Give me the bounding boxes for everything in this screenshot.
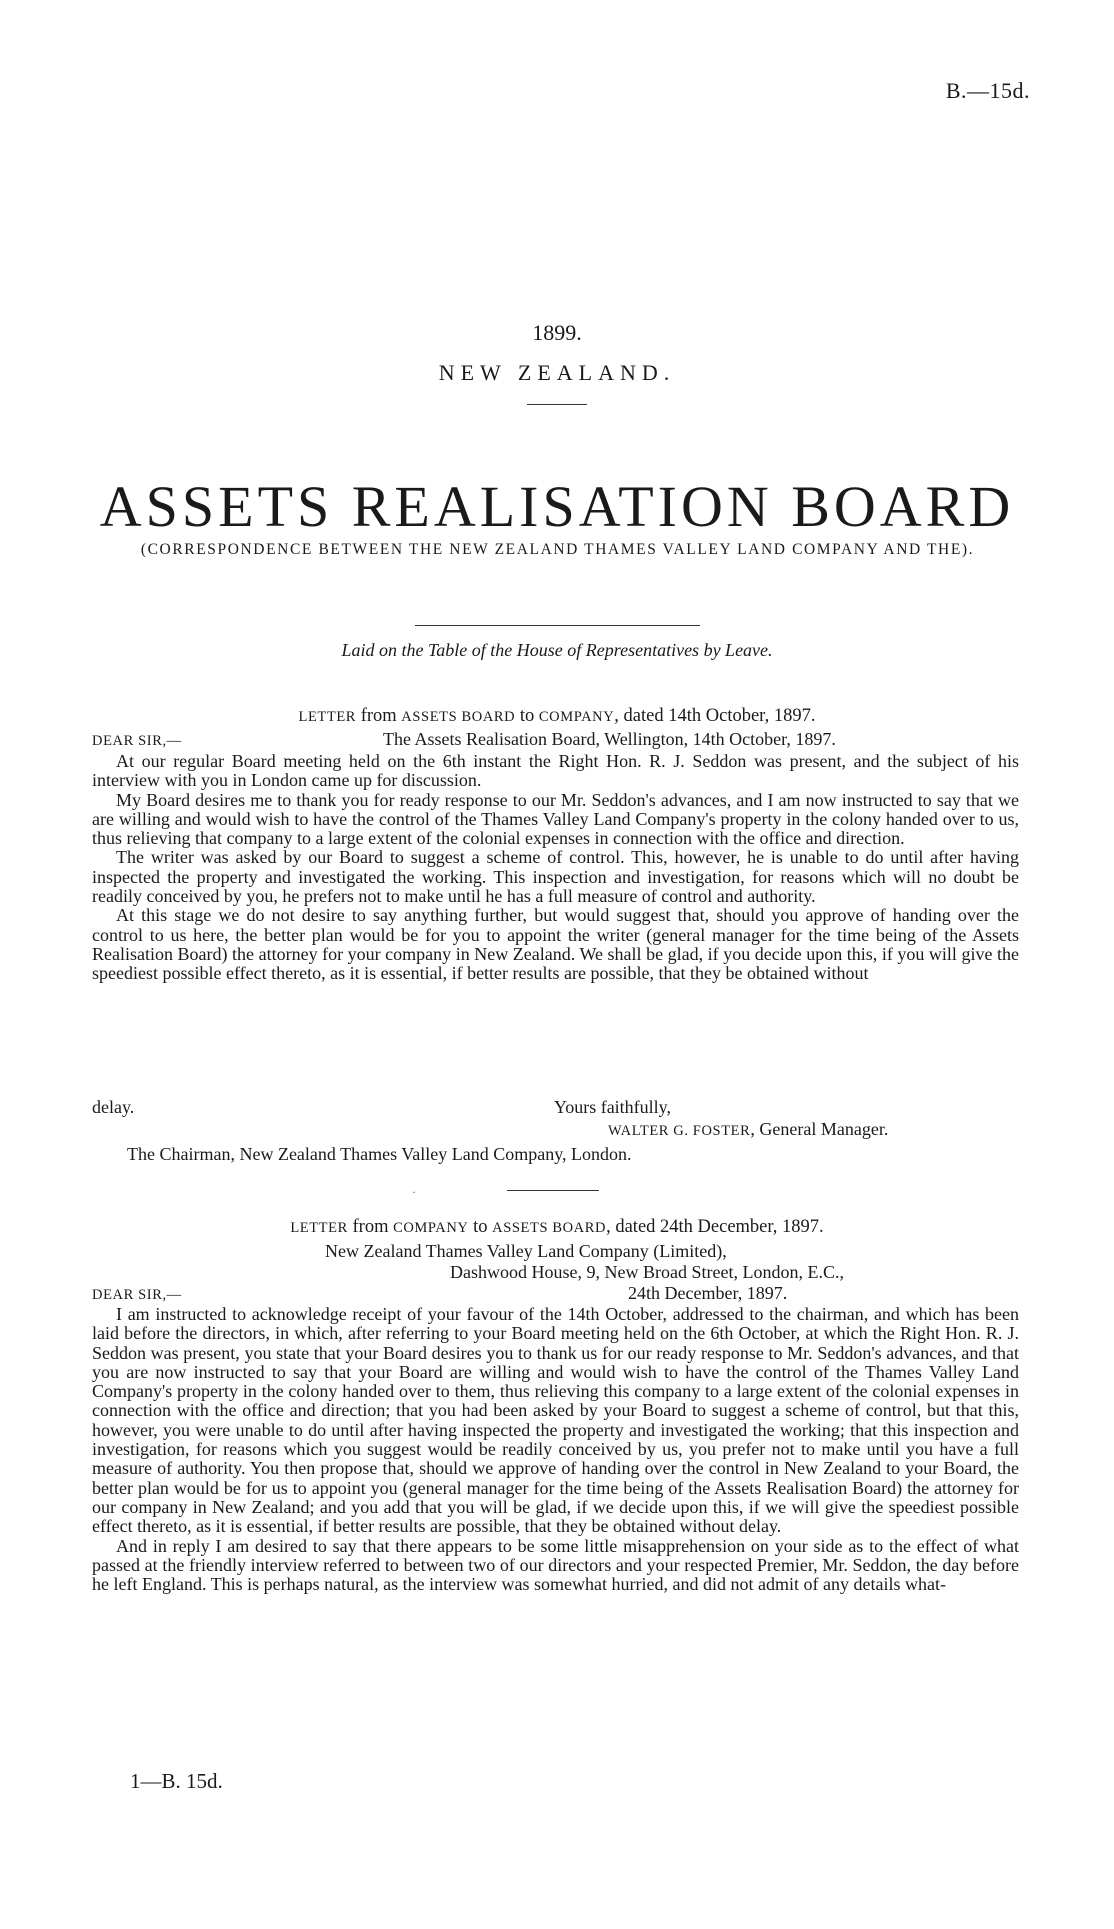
short-divider (527, 404, 587, 405)
heading-date: , dated 14th October, 1897. (614, 706, 816, 726)
year: 1899. (532, 320, 582, 345)
heading-word: LETTER (298, 709, 357, 725)
heading-word: COMPANY (538, 709, 615, 725)
closing: Yours faithfully, (554, 1097, 672, 1117)
document-reference: B.—15d. (945, 78, 1030, 103)
document-subtitle: (CORRESPONDENCE BETWEEN THE NEW ZEALAND THAMES VALLEY LAND COMPANY AND THE). (140, 541, 975, 558)
signature: WALTER G. FOSTER, General Manager. (608, 1119, 889, 1139)
paragraph: My Board desires me to thank you for ready response to our Mr. Seddon's advances, and I am now instructed to say that we are willing and would wish to have the control of the Thames Valley Land Company's property in the colony handed over to us, thus relieving that company to a large extent of the colonial expenses in connection with the office and direction. (92, 789, 1019, 849)
addressee: The Chairman, New Zealand Thames Valley Land Company, London. (127, 1144, 632, 1164)
sender-address-line: Dashwood House, 9, New Broad Street, London, E.C., (450, 1262, 844, 1282)
letter-heading (0, 1217, 1114, 1238)
heading-word: COMPANY (393, 1220, 469, 1236)
letter-divider (507, 1190, 599, 1191)
paragraph: The writer was asked by our Board to suggest a scheme of control. This, however, he is unable to do until after having inspected the property and investigated the working. This inspection and investigation, for reasons which will no doubt be readily conceived by you, he prefers not to make until he has a full measure of control and authority. (92, 847, 1019, 907)
heading-word: from (347, 1217, 394, 1237)
stray-mark: · (412, 1185, 416, 1199)
heading-date: , dated 24th December, 1897. (606, 1217, 824, 1237)
salutation: DEAR SIR,— (92, 1287, 182, 1303)
paragraph: At our regular Board meeting held on the 6th instant the Right Hon. R. J. Seddon was present, and the subject of his interview with you in London came up for discussion. (92, 751, 1019, 791)
letter-body (92, 1305, 1019, 1594)
heading-word: to (468, 1217, 493, 1237)
heading-word: LETTER (290, 1220, 348, 1236)
letter-date: 24th December, 1897. (628, 1283, 788, 1303)
paragraph: And in reply I am desired to say that there appears to be some little misapprehension on your side as to the effect of what passed at the friendly interview referred to between two of our directors and your respected Premier, Mr. Seddon, the day before he left England. This is perhaps natural, as the interview was somewhat hurried, and did not admit of any details what- (92, 1535, 1019, 1595)
salutation: DEAR SIR,— (92, 733, 182, 749)
paragraph: I am instructed to acknowledge receipt of your favour of the 14th October, addressed to the chairman, and which has been laid before the directors, in which, after referring to your Board meeting held on the 6th October, at which the Right Hon. R. J. Seddon was present, you state that your Board desires you to thank us for our ready response to Mr. Seddon's advances, and that you are now instructed to say that your Board are willing and would wish to have the control of the Thames Valley Land Company's property in the colony handed over to them, thus relieving this company to a large extent of the colonial expenses in connection with the office and direction; that you had been asked by your Board to suggest a scheme of control, but that this, however, you were unable to do until after having inspected the property and investigated the working; that this inspection and investigation, for reasons which you suggest would be readily conceived by us, you prefer not to make until you have a full measure of authority. You then propose that, should we approve of handing over the control in New Zealand to your Board, the better plan would be for us to appoint you (general manager for the time being of the Assets Realisation Board) the attorney for our company in New Zealand; and you add that you will be glad, if we decide upon this, if we will give the speediest possible effect thereto, as it is essential, if better results are possible, that they be obtained without delay. (92, 1304, 1019, 1537)
letter-heading (0, 706, 1114, 727)
page-number: 1—B. 15d. (130, 1769, 223, 1793)
dateline: The Assets Realisation Board, Wellington, 14th October, 1897. (383, 729, 836, 749)
heading-word: to (515, 706, 539, 726)
heading-word: from (356, 706, 402, 726)
title-divider (415, 625, 700, 626)
sender-address-line: New Zealand Thames Valley Land Company (Limited), (325, 1241, 727, 1261)
heading-word: ASSETS BOARD (401, 709, 516, 725)
paragraph: At this stage we do not desire to say anything further, but would suggest that, should you approve of handing over the control to us here, the better plan would be for you to appoint the writer (general manager for the time being of the Assets Realisation Board) the attorney for your company in New Zealand. We shall be glad, if you decide upon this, if you will give the speediest possible effect thereto, as it is essential, if better results are possible, that they be obtained without (92, 905, 1019, 984)
document-title: ASSETS REALISATION BOARD (99, 474, 1015, 539)
country: NEW ZEALAND. (438, 360, 676, 385)
laid-notice: Laid on the Table of the House of Representatives by Leave. (341, 640, 773, 660)
heading-word: ASSETS BOARD (492, 1220, 607, 1236)
letter-body (92, 752, 1019, 984)
last-word: delay. (92, 1097, 135, 1117)
